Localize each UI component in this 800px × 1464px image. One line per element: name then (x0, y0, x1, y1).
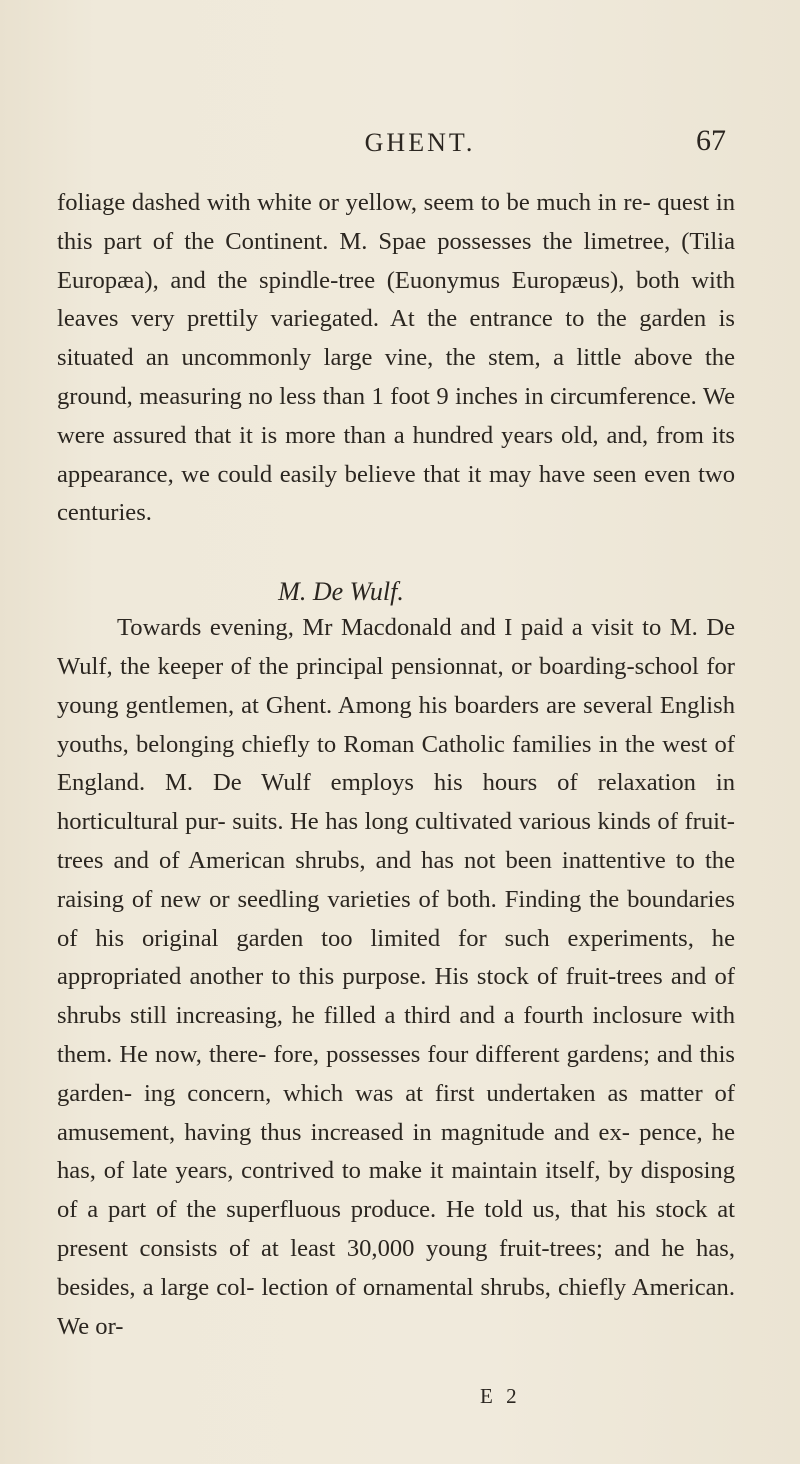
page-number: 67 (696, 124, 726, 157)
running-head (60, 124, 740, 168)
section-heading: M. De Wulf. (278, 577, 404, 607)
signature-mark: E 2 (480, 1384, 521, 1408)
paragraph-de-wulf: Towards evening, Mr Macdonald and I paid a visit to M. De Wulf, the keeper of the principal pensionnat, or boarding-school for young gentlemen, at Ghent. Among his boarders are several English youths, belonging chiefly to Roman Catholic families in the west of England. M. De Wulf employs his hours of relaxation in horticultural pur- suits. He has long cultivated various kinds of fruit-trees and of American shrubs, and has not been inattentive to the raising of new or seedling varieties of both. Finding the boundaries of his original garden too limited for such experiments, he appropriated another to this purpose. His stock of fruit-trees and of shrubs still increasing, he filled a third and a fourth inclosure with them. He now, there- fore, possesses four different gardens; and this garden- ing concern, which was at first undertaken as matter of amusement, having thus increased in magnitude and ex- pence, he has, of late years, contrived to make it maintain itself, by disposing of a part of the superfluous produce. He told us, that his stock at present consists of at least 30,000 young fruit-trees; and he has, besides, a large col- lection of ornamental shrubs, chiefly American. We or- (57, 614, 735, 1340)
body-text (57, 184, 735, 1346)
running-title: GHENT. (364, 128, 476, 157)
paragraph-spae-garden: foliage dashed with white or yellow, seem to be much in re- quest in this part of the Continent. M. Spae possesses the limetree, (Tilia Europæa), and the spindle-tree (Euonymus Europæus), both with leaves very prettily variegated. At the entrance to the garden is situated an uncommonly large vine, the stem, a little above the ground, measuring no less than 1 foot 9 inches in circumference. We were assured that it is more than a hundred years old, and, from its appearance, we could easily believe that it may have seen even two centuries. (57, 189, 735, 527)
